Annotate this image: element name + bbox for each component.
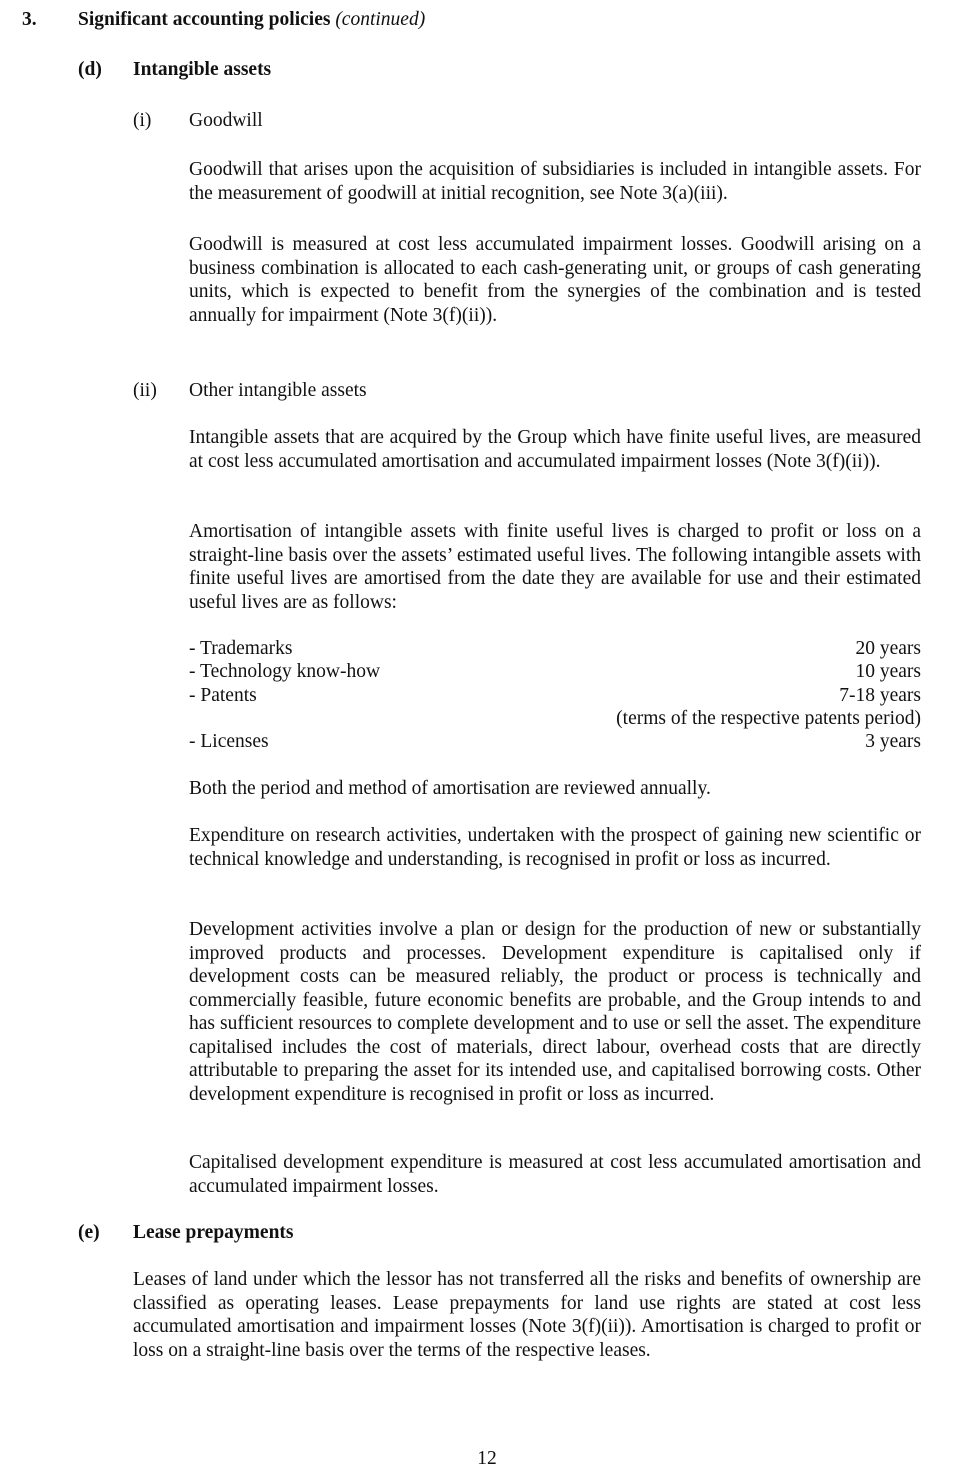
other-intangibles-paragraph-2: Amortisation of intangible assets with finite useful lives is charged to profit or loss on a straight-line basis over the assets’ estimated useful lives. The following intangible assets with finite useful lives are amortised from the date they are available for use and their estimated useful lives are as follows: xyxy=(189,521,921,613)
capitalised-development-paragraph: Capitalised development expenditure is measured at cost less accumulated amortisation and accumulated impairment losses. xyxy=(189,1152,921,1197)
goodwill-paragraph-1: Goodwill that arises upon the acquisition of subsidiaries is included in intangible assets. For the measurement of goodwill at initial recognition, see Note 3(a)(iii). xyxy=(189,159,921,204)
item-i-title: Goodwill xyxy=(189,110,263,131)
useful-life-row xyxy=(189,730,921,754)
useful-life-value: 3 years xyxy=(865,731,921,752)
subsection-e-title: Lease prepayments xyxy=(133,1222,294,1243)
section-number: 3. xyxy=(22,9,37,30)
useful-life-row xyxy=(189,684,921,708)
section-title-suffix: (continued) xyxy=(335,9,426,30)
research-expenditure-paragraph: Expenditure on research activities, undertaken with the prospect of gaining new scientific or technical knowledge and understanding, is recognised in profit or loss as incurred. xyxy=(189,825,921,870)
page-number: 12 xyxy=(477,1448,497,1469)
useful-life-name: - Trademarks xyxy=(189,638,293,659)
useful-life-name: - Technology know-how xyxy=(189,661,381,682)
subsection-d-label: (d) xyxy=(78,59,102,80)
section-title: Significant accounting policies xyxy=(78,9,331,30)
useful-life-value: 20 years xyxy=(855,638,921,659)
useful-life-row xyxy=(189,637,921,661)
useful-life-value: 7-18 years xyxy=(839,685,921,706)
goodwill-paragraph-2: Goodwill is measured at cost less accumulated impairment losses. Goodwill arising on a business combination is allocated to each cash-generating unit, or groups of cash generating units, which is expected to benefit from the synergies of the combination and is tested annually for impairment (Note 3(f)(ii)). xyxy=(189,234,921,326)
lease-prepayments-paragraph: Leases of land under which the lessor has not transferred all the risks and benefits of ownership are classified as operating leases. Lease prepayments for land use rights are stated at cost less accumulated amortisation and impairment losses (Note 3(f)(ii)). Amortisation is charged to profit or loss on a straight-line basis over the terms of the respective leases. xyxy=(133,1269,921,1361)
useful-life-row xyxy=(189,707,921,731)
subsection-e-label: (e) xyxy=(78,1222,100,1243)
useful-life-name: - Licenses xyxy=(189,731,269,752)
useful-life-name: - Patents xyxy=(189,685,257,706)
item-ii-label: (ii) xyxy=(133,380,157,401)
section-title-line xyxy=(78,8,425,32)
amortisation-review-paragraph: Both the period and method of amortisation are reviewed annually. xyxy=(189,778,711,799)
useful-life-value: 10 years xyxy=(855,661,921,682)
development-activities-paragraph: Development activities involve a plan or design for the production of new or substantially improved products and processes. Development expenditure is capitalised only if development costs can be measured reliably, the product or process is technically and commercially feasible, future economic benefits are probable, and the Group intends to and has sufficient resources to complete development and to use or sell the asset. The expenditure capitalised includes the cost of materials, direct labour, overhead costs that are directly attributable to preparing the asset for its intended use, and capitalised borrowing costs. Other development expenditure is recognised in profit or loss as incurred. xyxy=(189,919,921,1105)
useful-life-note: (terms of the respective patents period) xyxy=(616,708,921,729)
item-i-label: (i) xyxy=(133,110,152,131)
useful-life-row xyxy=(189,660,921,684)
subsection-d-title: Intangible assets xyxy=(133,59,272,80)
item-ii-title: Other intangible assets xyxy=(189,380,367,401)
other-intangibles-paragraph-1: Intangible assets that are acquired by the Group which have finite useful lives, are measured at cost less accumulated amortisation and accumulated impairment losses (Note 3(f)(ii)). xyxy=(189,427,921,472)
